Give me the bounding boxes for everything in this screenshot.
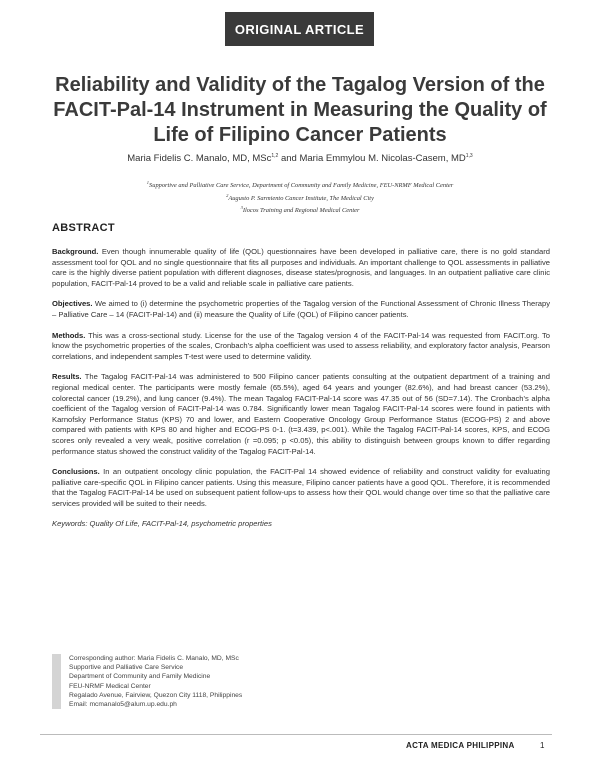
- abstract: [52, 222, 550, 528]
- abstract-heading: ABSTRACT: [52, 222, 115, 234]
- article-type-banner: ORIGINAL ARTICLE: [225, 12, 374, 46]
- methods-label: Methods.: [52, 330, 86, 340]
- corr-institution: FEU-NRMF Medical Center: [69, 682, 151, 690]
- author-line: [40, 153, 560, 164]
- footer-divider: [40, 734, 552, 735]
- affiliation-3: $^3$Ilocos Training and Regional Medical Center: [240, 205, 360, 215]
- keywords: Keywords: Quality Of Life, FACIT-Pal-14, psychometric properties: [52, 519, 272, 529]
- affiliation-1: $^1$Supportive and Palliative Care Service, Department of Community and Family Medicine, FEU-NRMF Medical Center: [146, 180, 454, 190]
- author-2: Maria Emmylou M. Nicolas-Casem, MD: [299, 153, 466, 165]
- journal-name: ACTA MEDICA PHILIPPINA: [406, 741, 515, 750]
- background-text: Even though innumerable quality of life (QOL) questionnaires have been developed in palliative care, there is no gold standard assessment tool for QOL and no single questionnaire that fits all purposes and individuals. An important challenge to QOL assessments in palliative care is the highly diverse patient population with different diagnoses, disease states/prognosis, and languages. In an outpatient palliative care clinic population, FACIT-Pal-14 proved to be a valid and reliable scale in palliative care patients.: [52, 247, 550, 288]
- abstract-methods: [52, 331, 550, 363]
- methods-text: This was a cross-sectional study. License for the use of the Tagalog version 4 of the FACIT-Pal-14 was requested from FACIT.org. To know the psychometric properties of the scales, Cronbach's alpha coefficient was used to assess reliability, and exploratory factor analysis, Pearson correlations, and independent samples T-test were used to determine validity.: [52, 330, 550, 361]
- corr-address: Regalado Avenue, Fairview, Quezon City 1118, Philippines: [69, 691, 243, 699]
- corr-department: Department of Community and Family Medicine: [69, 673, 211, 681]
- author-1-affil: 1,2: [271, 153, 279, 159]
- conclusions-label: Conclusions.: [52, 467, 100, 477]
- abstract-results: [52, 372, 550, 457]
- affiliation-2: $^2$Augusto P. Sarmiento Cancer Institute, The Medical City: [226, 192, 374, 202]
- corr-service: Supportive and Palliative Care Service: [69, 664, 184, 672]
- corr-author: Corresponding author: Maria Fidelis C. Manalo, MD, MSc: [69, 655, 239, 662]
- objectives-label: Objectives.: [52, 299, 93, 309]
- conclusions-text: In an outpatient oncology clinic population, the FACIT-Pal 14 showed evidence of reliability and construct validity for evaluating palliative care-specific QOL in Filipino cancer patients. Using this measure, Filipino cancer patients have a good QOL. Therefore, it is recommended that the Tagalog FACIT-Pal-14 be used on subsequent patient follow-ups to assess how their QOL would change over time so that the palliative care services provided will be suited to their needs.: [52, 467, 550, 508]
- author-2-affil: 1,3: [465, 153, 473, 159]
- page-number: 1: [540, 741, 545, 750]
- abstract-background: [52, 247, 550, 289]
- abstract-objectives: [52, 299, 550, 320]
- author-connector: and: [278, 153, 300, 165]
- corr-email: Email: mcmanalo5@alum.up.edu.ph: [69, 701, 177, 709]
- background-label: Background.: [52, 247, 99, 256]
- author-1: Maria Fidelis C. Manalo, MD, MSc: [127, 153, 272, 165]
- article-title: Reliability and Validity of the Tagalog Version of the FACIT-Pal-14 Instrument in Measuring the Quality of Life of Filipino Cancer Patients: [53, 74, 547, 146]
- affiliations: [40, 178, 560, 216]
- results-text: The Tagalog FACIT-Pal-14 was administered to 500 Filipino cancer patients consulting at the outpatient department of a training and regional medical center. The participants were mostly female (65.5%), aged 64 years and younger (82.6%), and had breast cancer (53.2%), colorectal cancer (19.2%), and lung cancer (9.4%). The mean Tagalog FACIT-Pal-14 score was 47.35 out of 56 (SD=7.14). The Cronbach's alpha coefficient of the Tagalog version of FACIT-Pal-14 was 0.784. Significantly lower mean Tagalog FACIT-Pal-14 scores were found in patients with Karnofsky Performance Status (KPS) 70 and lower, and Eastern Cooperative Oncology Group Performance Status (ECOG-PS) 2 and above compared with patients with KPS 80 and higher and ECOG-PS 0-1. (t=3.439, p<.001). While the Tagalog FACIT-Pal-14 scores, KPS, and ECOG scores only revealed a very weak, positive correlation (r =0.095; p <0.05), this ability to distinguish between groups known to differ regarding performance status showed the construct validity of the Tagalog FACIT-Pal-14.: [52, 372, 550, 456]
- corresponding-author-box: [52, 654, 319, 709]
- results-label: Results.: [52, 372, 82, 382]
- objectives-text: We aimed to (i) determine the psychometric properties of the Tagalog version of the Functional Assessment of Chronic Illness Therapy – Palliative Care – 14 (FACIT-Pal-14) and (ii) measure the Quality of Life (QOL) of Filipino cancer patients.: [52, 299, 550, 319]
- abstract-conclusions: [52, 467, 550, 509]
